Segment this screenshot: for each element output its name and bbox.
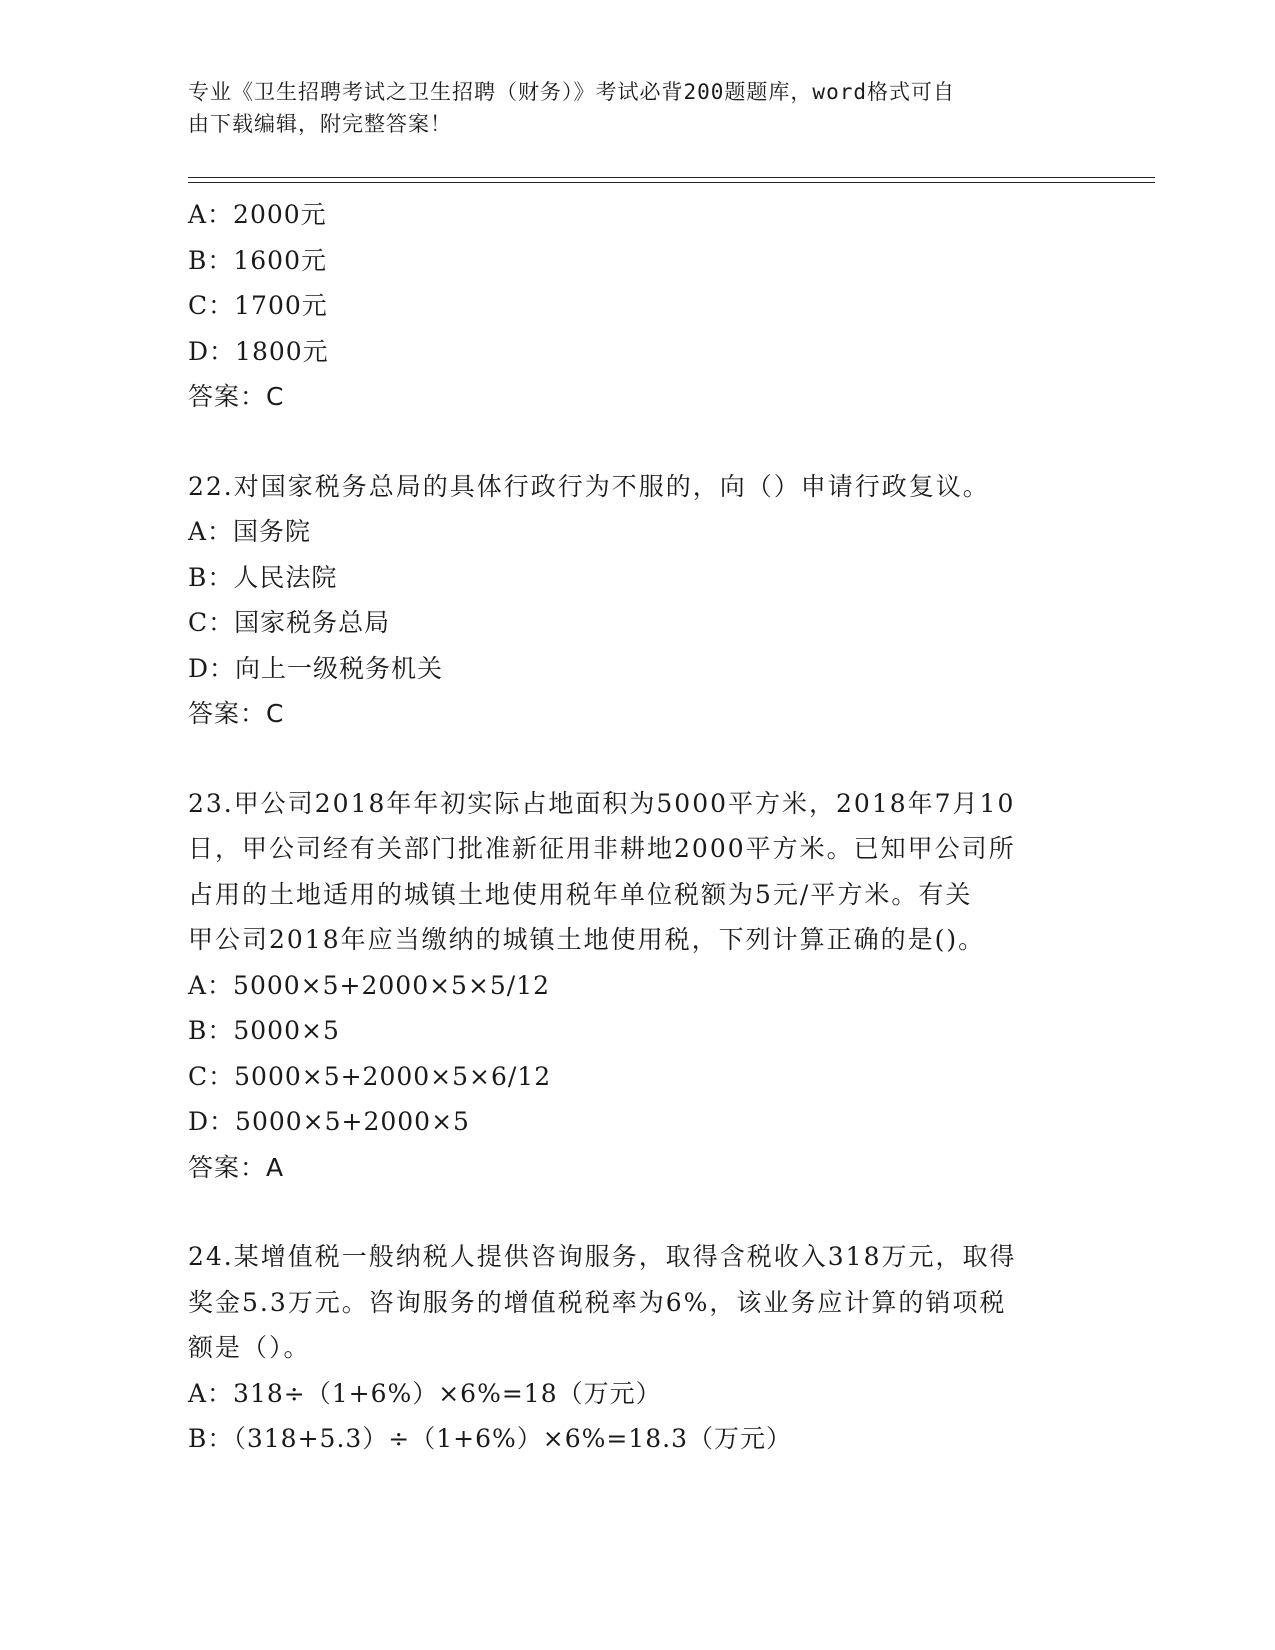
question-24 [188,1234,1088,1462]
option-c: C：国家税务总局 [188,608,391,637]
question-stem-line: 奖金5.3万元。咨询服务的增值税税率为6%，该业务应计算的销项税 [188,1287,1007,1317]
question-list [188,192,1088,1462]
option-a: A：2000元 [188,200,327,229]
question-stem-line: 23.甲公司2018年年初实际占地面积为5000平方米，2018年7月10 [188,788,1016,818]
answer: 答案：C [188,382,285,411]
option-d: D：1800元 [188,336,329,366]
option-d: D：5000×5+2000×5 [188,1107,470,1136]
option-d: D：向上一级税务机关 [188,653,444,683]
question-stem-line: 占用的土地适用的城镇土地使用税年单位税额为5元/平方米。有关 [188,879,973,909]
answer: 答案：C [188,699,285,728]
question-stem-line: 日，甲公司经有关部门批准新征用非耕地2000平方米。已知甲公司所 [188,834,1016,863]
question-stem-line: 24.某增值税一般纳税人提供咨询服务，取得含税收入318万元，取得 [188,1242,1017,1271]
question-21 [188,192,1088,420]
option-c: C：1700元 [188,291,328,320]
question-stem-line: 额是（）。 [188,1333,311,1362]
header-line-2: 由下载编辑，附完整答案！ [188,112,452,136]
question-23 [188,781,1088,1191]
option-b: B：（318+5.3）÷（1+6%）×6%=18.3（万元） [188,1424,792,1453]
header-line-1: 专业《卫生招聘考试之卫生招聘（财务）》考试必背200题题库，word格式可自 [188,80,955,104]
question-stem-line: 甲公司2018年应当缴纳的城镇土地使用税，下列计算正确的是()。 [188,925,986,954]
option-c: C：5000×5+2000×5×6/12 [188,1061,552,1091]
option-a: A：国务院 [188,517,312,546]
header-rule-bottom [188,182,1155,183]
question-22 [188,464,1088,737]
document-header [188,76,1068,140]
option-a: A：5000×5+2000×5×5/12 [188,970,551,1000]
header-rule-top [188,177,1155,178]
answer: 答案：A [188,1152,285,1182]
option-b: B：1600元 [188,245,327,275]
option-a: A：318÷（1+6%）×6%=18（万元） [188,1378,662,1408]
option-b: B：5000×5 [188,1016,340,1045]
question-stem: 22.对国家税务总局的具体行政行为不服的，向（）申请行政复议。 [188,471,990,501]
option-b: B：人民法院 [188,562,338,592]
